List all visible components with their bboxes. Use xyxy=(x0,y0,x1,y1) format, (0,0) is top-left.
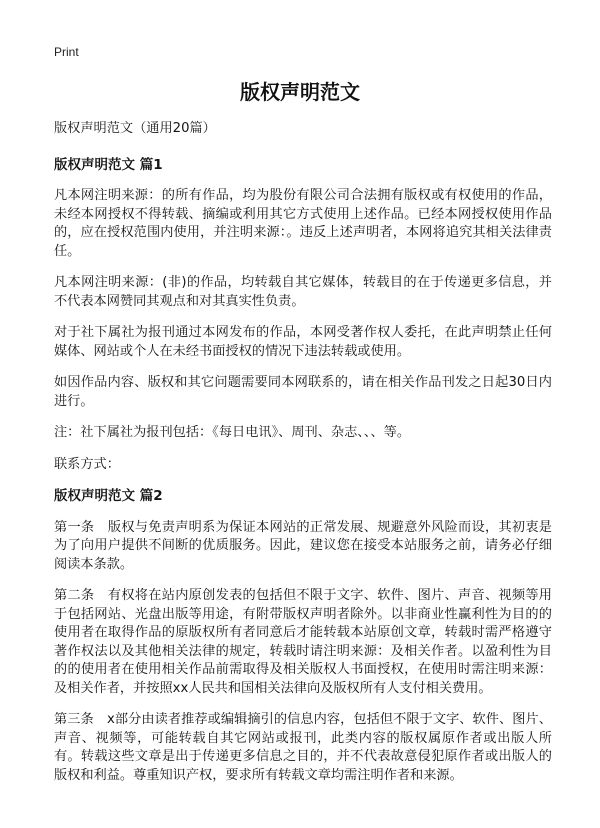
document-subtitle: 版权声明范文（通用20篇） xyxy=(54,121,216,136)
document-body xyxy=(54,120,552,798)
section-1 xyxy=(54,156,552,475)
page-title: 版权声明范文 xyxy=(240,80,360,104)
section-2 xyxy=(54,487,552,785)
paragraph: 对于社下属社为报刊通过本网发布的作品，本网受著作权人委托，在此声明禁止任何媒体、网站或个人在未经书面授权的情况下违法转载或使用。 xyxy=(54,325,552,359)
paragraph: 第三条 x部分由读者推荐或编辑摘引的信息内容，包括但不限于文字、软件、图片、声音、视频等，可能转载自其它网站或报刊，此类内容的版权属原作者或出版人所有。转载这些文章是出于传递更多信息之目的，并不代表故意侵犯原作者或出版人的版权和利益。尊重知识产权，要求所有转载文章均需注明作者和来源。 xyxy=(54,712,552,783)
paragraph: 联系方式： xyxy=(54,456,120,472)
section-heading: 版权声明范文 篇1 xyxy=(54,156,163,173)
print-label: Print xyxy=(54,45,79,59)
paragraph: 凡本网注明来源：的所有作品，均为股份有限公司合法拥有版权或有权使用的作品，未经本网授权不得转载、摘编或利用其它方式使用上述作品。已经本网授权使用作品的，应在授权范围内使用，并注明来源：。违反上述声明者，本网将追究其相关法律责任。 xyxy=(54,188,552,259)
paragraph: 第二条 有权将在站内原创发表的包括但不限于文字、软件、图片、声音、视频等用于包括网站、光盘出版等用途，有附带版权声明者除外。以非商业性赢利性为目的的使用者在取得作品的原版权所有者同意后才能转载本站原创文章，转载时需严格遵守著作权法以及其他相关法律的规定，转载时请注明来源：及相关作者。以盈利性为目的的使用者在使用相关作品前需取得及相关版权人书面授权，在使用时需注明来源：及相关作者，并按照xx人民共和国相关法律向及版权所有人支付相关费用。 xyxy=(54,588,552,696)
paragraph: 凡本网注明来源：(非)的作品，均转载自其它媒体，转载目的在于传递更多信息，并不代表本网赞同其观点和对其真实性负责。 xyxy=(54,275,552,309)
paragraph: 如因作品内容、版权和其它问题需要同本网联系的，请在相关作品刊发之日起30日内进行。 xyxy=(54,375,552,409)
paragraph: 注：社下属社为报刊包括：《每日电讯》、周刊、杂志、、、等。 xyxy=(54,425,411,440)
paragraph: 第一条 版权与免责声明系为保证本网站的正常发展、规避意外风险而设，其初衷是为了向用户提供不间断的优质服务。因此，建议您在接受本站服务之前，请务必仔细阅读本条款。 xyxy=(54,519,552,572)
section-heading: 版权声明范文 篇2 xyxy=(54,488,163,504)
